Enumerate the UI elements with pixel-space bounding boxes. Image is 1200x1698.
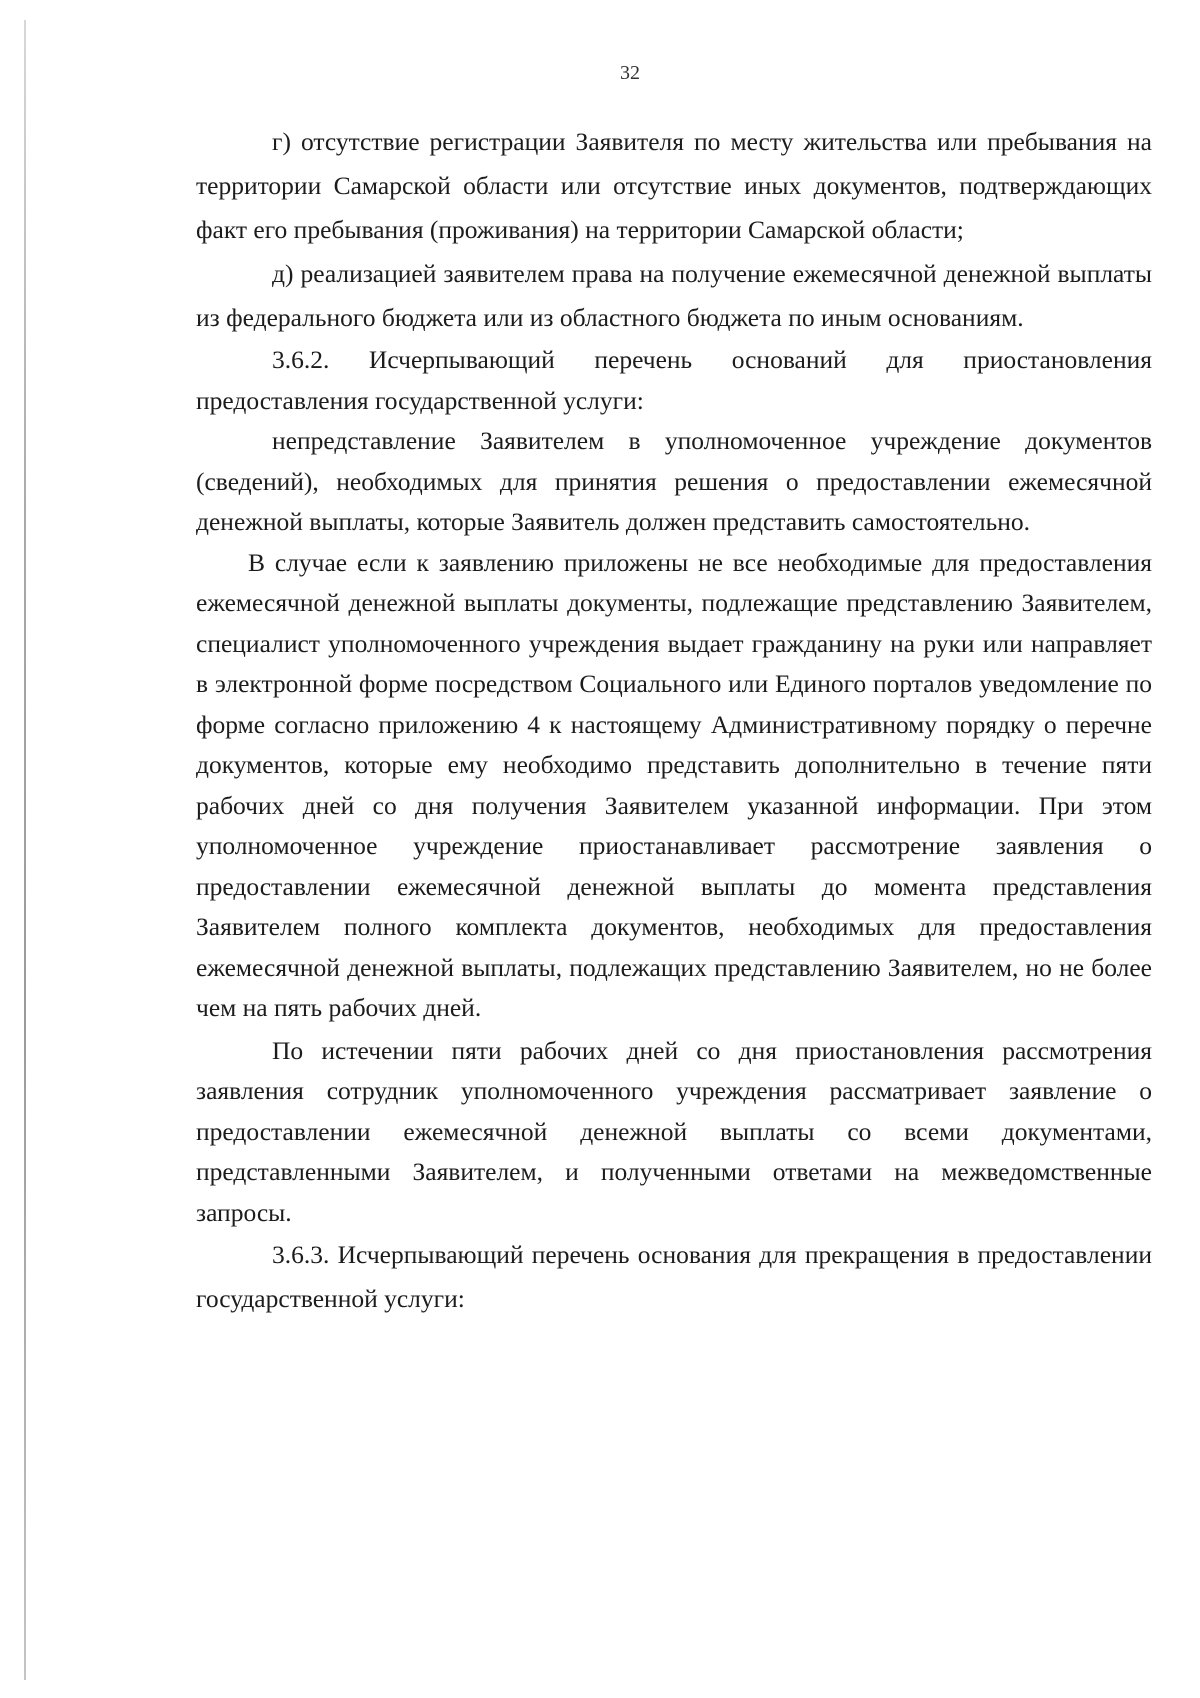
paragraph-after-suspension: По истечении пяти рабочих дней со дня приостановления рассмотрения заявления сотрудник уполномоченного учреждения рассматривает заявление о предоставлении ежемесячной денежной выплаты со всеми документами, представленными Заявителем, и полученными ответами на межведомственные запросы.: [196, 1035, 1152, 1227]
paragraph-g-no-registration: г) отсутствие регистрации Заявителя по месту жительства или пребывания на территории Самарской области или отсутствие иных документов, подтверждающих факт его пребывания (проживания) на территории Самарской области;: [196, 127, 1152, 244]
document-body: [196, 120, 1152, 1321]
paragraph-non-submission: непредставление Заявителем в уполномоченное учреждение документов (сведений), необходимых для принятия решения о предоставлении ежемесячной денежной выплаты, которые Заявитель должен представить самостоятельно.: [196, 426, 1152, 536]
paragraph-d-other-grounds: д) реализацией заявителем права на получение ежемесячной денежной выплаты из федерального бюджета или из областного бюджета по иным основаниям.: [196, 259, 1152, 332]
page-number: 32: [620, 62, 640, 84]
paragraph-3-6-2-heading: 3.6.2. Исчерпывающий перечень оснований для приостановления предоставления государственной услуги:: [196, 345, 1152, 415]
scan-edge-line: [24, 20, 26, 1680]
paragraph-incomplete-documents: В случае если к заявлению приложены не все необходимые для предоставления ежемесячной денежной выплаты документы, подлежащие представлению Заявителем, специалист уполномоченного учреждения выдает гражданину на руки или направляет в электронной форме посредством Социального или Единого порталов уведомление по форме согласно приложению 4 к настоящему Административному порядку о перечне документов, которые ему необходимо представить дополнительно в течение пяти рабочих дней со дня получения Заявителем указанной информации. При этом уполномоченное учреждение приостанавливает рассмотрение заявления о предоставлении ежемесячной денежной выплаты до момента представления Заявителем полного комплекта документов, необходимых для предоставления ежемесячной денежной выплаты, подлежащих представлению Заявителем, но не более чем на пять рабочих дней.: [196, 547, 1152, 1022]
paragraph-3-6-3-heading: 3.6.3. Исчерпывающий перечень основания для прекращения в предоставлении государственной услуги:: [196, 1240, 1152, 1313]
